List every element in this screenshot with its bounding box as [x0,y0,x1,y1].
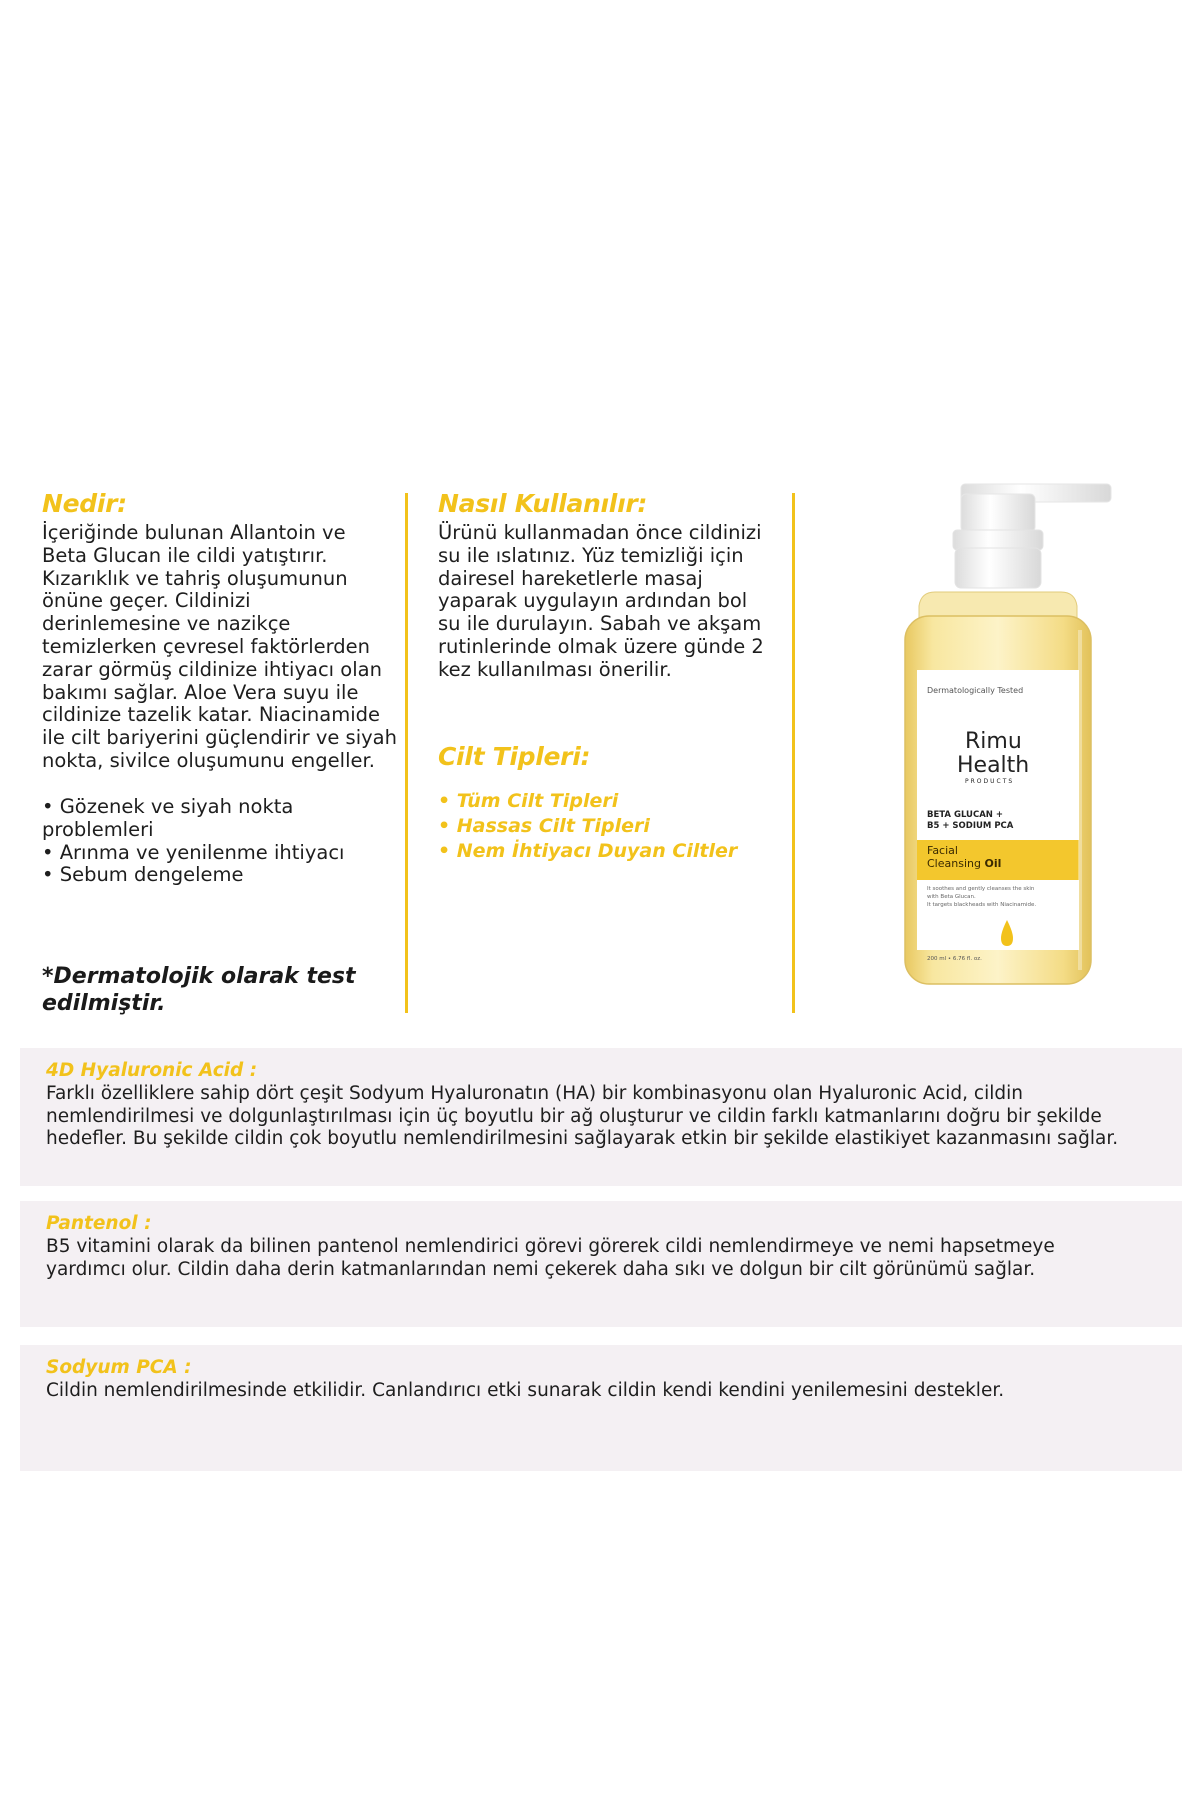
text-line: B5 vitamini olarak da bilinen pantenol nemlendirici görevi görerek cildi nemlendirmeye ve nemi hapsetmeye [46,1236,1055,1257]
text-line: dairesel hareketlerle masaj [438,566,703,590]
ingredient-line: BETA GLUCAN + [927,810,1003,820]
dermatology-note [42,963,382,1017]
text-line: Kızarıklık ve tahriş oluşumunun [42,566,348,590]
label-description [927,885,1077,909]
product-bottle-image [895,480,1125,1005]
text-line: Farklı özelliklere sahip dört çeşit Sodyum Hyaluronatın (HA) bir kombinasyonu olan Hyaluronic Acid, cildin [46,1083,1023,1104]
desc-line: It targets blackheads with Niacinamide. [927,902,1037,908]
text-line: önüne geçer. Cildinizi [42,589,251,613]
box-text [46,1083,1171,1151]
brand-line: Health [957,753,1030,778]
ingredient-box-hyaluronic [20,1048,1182,1186]
note-line: edilmiştir. [42,991,166,1016]
box-text [46,1380,1171,1403]
benefit-list [42,796,412,887]
text-line: İçeriğinde bulunan Allantoin ve [42,521,346,544]
name-line [927,857,1001,870]
text-line: temizlerken çevresel faktörlerden [42,634,371,658]
brand-line: Rimu [965,729,1022,754]
text-line: nokta, sivilce oluşumunu engeller. [42,748,375,772]
list-item: • Sebum dengeleme [42,863,244,887]
nedir-paragraph [42,522,412,773]
text-line: bakımı sağlar. Aloe Vera suyu ile [42,680,359,704]
nedir-heading: Nedir: [42,489,127,518]
desc-line: with Beta Glucan. [927,894,976,900]
text-line: cildinize tazelik katar. Niacinamide [42,703,381,727]
label-tested: Dermatologically Tested [927,686,1024,695]
label-ingredients [927,810,1013,832]
brand-line: PRODUCTS [965,778,1015,785]
desc-line: It soothes and gently cleanses the skin [927,886,1035,892]
text-line: nemlendirilmesi ve dolgunlaştırılması için üç boyutlu bir ağ oluşturur ve cildin farklı katmanlarını doğru bir şekilde [46,1105,1102,1127]
text-line: ile cilt bariyerini güçlendirir ve siyah [42,726,397,750]
usage-heading: Nasıl Kullanılır: [438,489,648,518]
list-item: • Nem İhtiyacı Duyan Ciltler [438,840,738,862]
label-product-name [927,844,1001,870]
text-line: Beta Glucan ile cildi yatıştırır. [42,543,328,567]
list-item: • Gözenek ve siyah nokta [42,795,294,818]
text-line: su ile ıslatınız. Yüz temizliği için [438,543,744,567]
text-line: yardımcı olur. Cildin daha derin katmanlarından nemi çekerek daha sıkı ve dolgun bir cilt görünümü sağlar. [46,1258,1036,1280]
name-part: Cleansing [927,857,985,870]
text-line: kez kullanılması önerilir. [438,657,672,681]
column-divider-left [405,493,408,1013]
column-divider-right [792,493,795,1013]
box-title: 4D Hyaluronic Acid : [46,1060,258,1081]
skin-types-list [438,789,783,864]
box-title: Sodyum PCA : [46,1357,192,1378]
list-item: • Arınma ve yenilenme ihtiyacı [42,840,345,864]
ingredient-line: B5 + SODIUM PCA [927,821,1014,831]
text-line: rutinlerinde olmak üzere günde 2 [438,634,764,658]
list-item: • Hassas Cilt Tipleri [438,815,650,837]
ingredient-box-sodyum-pca [20,1345,1182,1471]
text-line: hedefler. Bu şekilde cildin çok boyutlu nemlendirilmesini sağlayarak etkin bir şekilde elastikiyet kazanmasını sağlar. [46,1128,1119,1149]
box-text [46,1236,1171,1281]
note-line: *Dermatolojik olarak test [42,964,356,989]
box-title: Pantenol : [46,1213,152,1234]
text-line: zarar görmüş cildinize ihtiyacı olan [42,657,382,681]
text-line: yaparak uygulayın ardından bol [438,589,748,613]
name-line: Facial [927,844,958,857]
brand-logo [957,730,1047,786]
list-item: • Tüm Cilt Tipleri [438,790,619,812]
text-line: su ile durulayın. Sabah ve akşam [438,612,762,636]
usage-paragraph [438,522,783,682]
text-line: derinlemesine ve nazikçe [42,612,291,636]
text-line: Ürünü kullanmadan önce cildinizi [438,521,762,544]
skin-types-heading: Cilt Tipleri: [438,742,591,771]
ingredient-box-pantenol [20,1201,1182,1327]
text-line: Cildin nemlendirilmesinde etkilidir. Canlandırıcı etki sunarak cildin kendi kendini yenilemesini destekler. [46,1380,1005,1401]
list-item: problemleri [42,817,154,841]
name-part-bold: Oil [984,857,1002,870]
label-volume: 200 ml • 6.76 fl. oz. [927,956,982,962]
